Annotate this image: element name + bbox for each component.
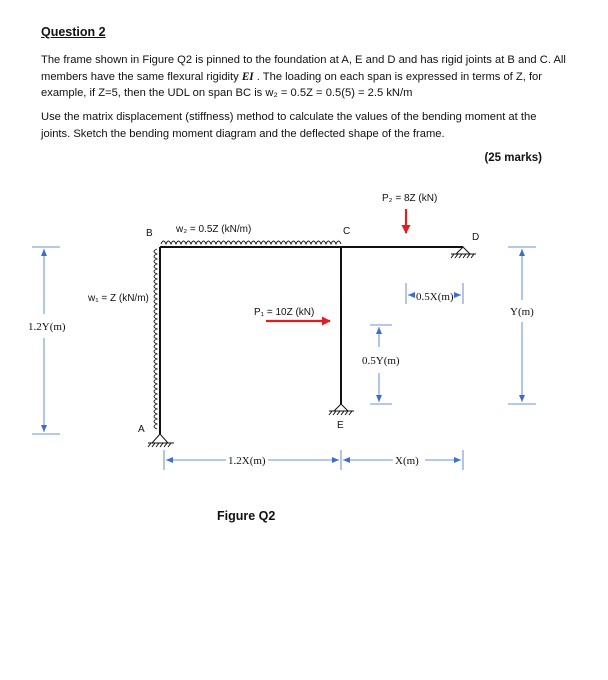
dim-label-height-right: Y(m) xyxy=(510,306,534,318)
support-a-icon xyxy=(148,434,174,447)
frame-members xyxy=(160,247,463,434)
flexural-rigidity-symbol: EI xyxy=(241,70,254,83)
node-label-e: E xyxy=(337,420,344,431)
load-label-w2: w₂ = 0.5Z (kN/m) xyxy=(176,224,252,235)
dim-label-span-cd: X(m) xyxy=(395,455,419,467)
dim-label-half-x: 0.5X(m) xyxy=(416,291,454,303)
dim-label-span-bc: 1.2X(m) xyxy=(228,455,266,467)
load-label-p2: P₂ = 8Z (kN) xyxy=(382,193,438,204)
dimension-lines xyxy=(32,247,536,470)
question-heading: Question 2 xyxy=(41,25,106,39)
load-label-p1: P₁ = 10Z (kN) xyxy=(254,307,315,318)
dim-label-half-y: 0.5Y(m) xyxy=(362,355,400,367)
dim-label-height-left: 1.2Y(m) xyxy=(28,321,66,333)
node-label-a: A xyxy=(138,424,145,435)
node-label-b: B xyxy=(146,228,153,239)
marks-label: (25 marks) xyxy=(484,152,542,164)
udl-w2-load xyxy=(161,241,341,244)
figure-caption: Figure Q2 xyxy=(217,509,276,523)
question-paragraph-2: Use the matrix displacement (stiffness) method to calculate the values of the bending moment at the joints. Sketch the bending moment diagram and the deflected shape of the frame. xyxy=(41,111,537,140)
para1-text-a: The frame shown in Figure Q2 is pinned to the foundation at A, E and D and has rigid joints at B and C. All members have the same flexural rigidity xyxy=(41,54,566,83)
node-label-d: D xyxy=(472,232,480,243)
para1-text-b: . The loading on each span is expressed in terms of Z, for example, if Z=5, then the UDL on span BC is w₂ = 0.5Z = 0.5(5) = 2.5 kN/m xyxy=(41,70,543,100)
support-e-icon xyxy=(329,404,354,415)
load-label-w1: w₁ = Z (kN/m) xyxy=(88,293,149,304)
node-label-c: C xyxy=(343,226,351,237)
support-d-icon xyxy=(451,247,476,258)
udl-w1-load xyxy=(154,249,157,429)
